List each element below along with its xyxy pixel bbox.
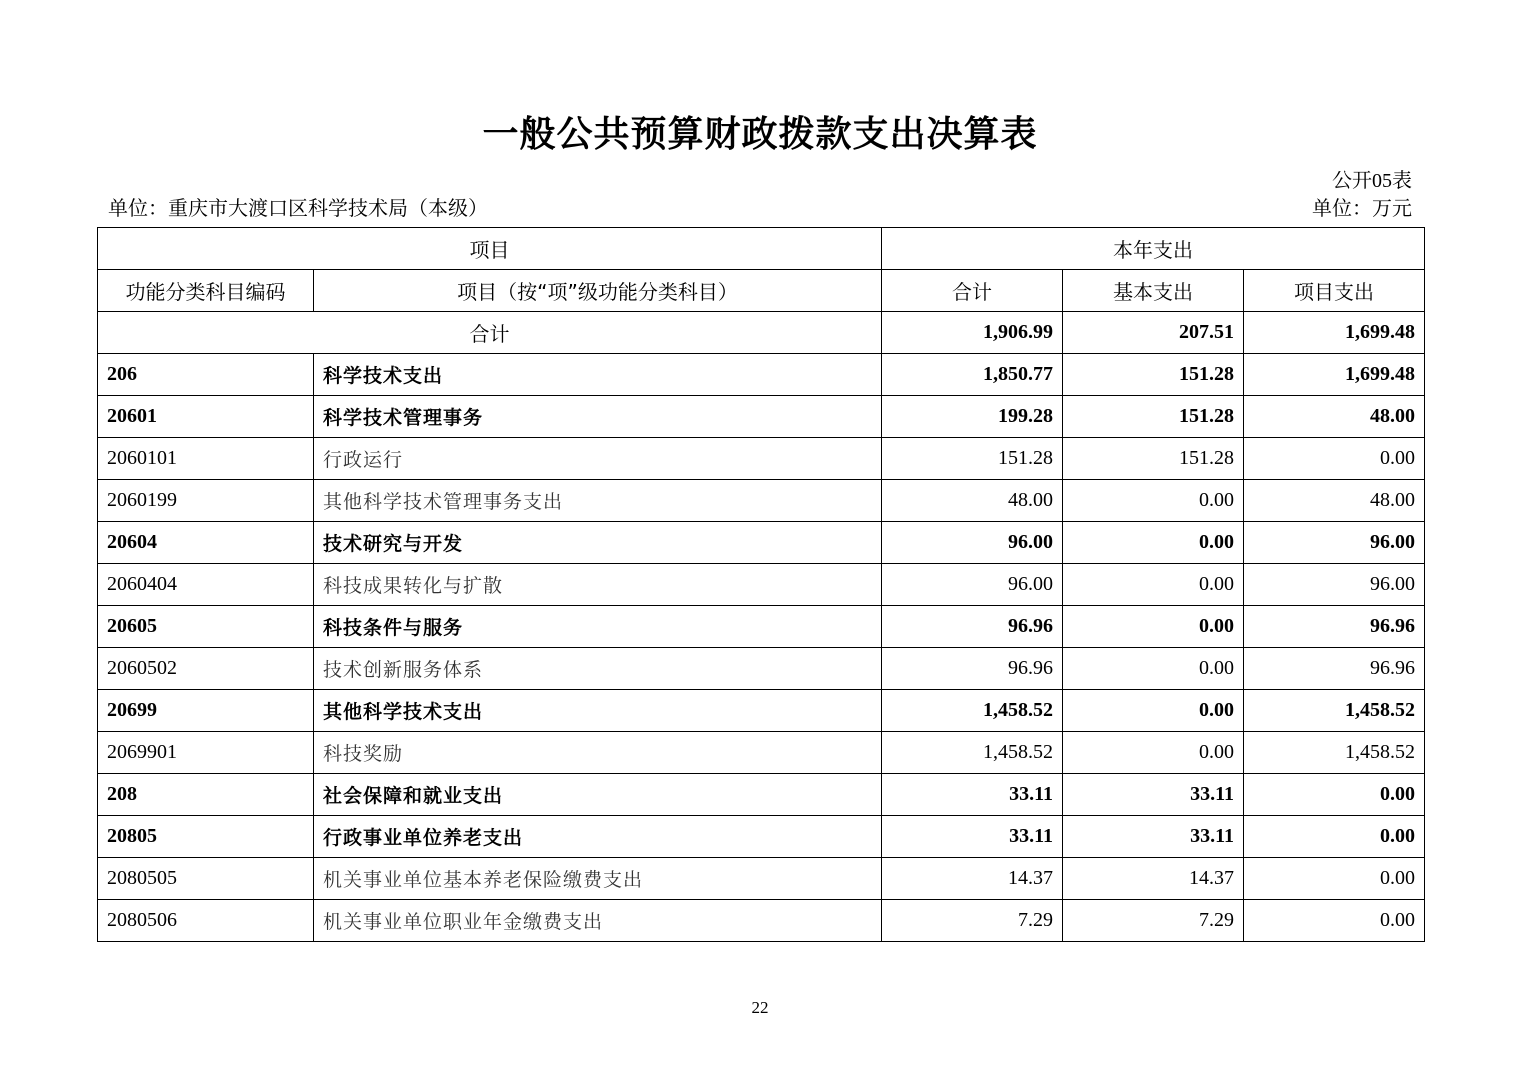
row-code: 206	[98, 354, 314, 396]
row-total: 96.00	[882, 564, 1063, 606]
row-total: 96.96	[882, 648, 1063, 690]
total-project: 1,699.48	[1244, 312, 1425, 354]
table-row	[98, 900, 1425, 942]
header-expense-group: 本年支出	[882, 228, 1425, 270]
row-code: 2060502	[98, 648, 314, 690]
row-basic: 0.00	[1063, 648, 1244, 690]
table-row	[98, 774, 1425, 816]
table-row	[98, 648, 1425, 690]
row-total: 1,458.52	[882, 732, 1063, 774]
row-name: 其他科学技术支出	[314, 690, 882, 732]
table-row	[98, 690, 1425, 732]
table-row	[98, 354, 1425, 396]
row-code: 20605	[98, 606, 314, 648]
row-total: 7.29	[882, 900, 1063, 942]
row-name: 行政事业单位养老支出	[314, 816, 882, 858]
table-row	[98, 564, 1425, 606]
table-row	[98, 480, 1425, 522]
row-total: 14.37	[882, 858, 1063, 900]
header-row-group	[98, 228, 1425, 270]
total-total: 1,906.99	[882, 312, 1063, 354]
row-basic: 33.11	[1063, 774, 1244, 816]
row-name: 科技成果转化与扩散	[314, 564, 882, 606]
header-item-group: 项目	[98, 228, 882, 270]
row-project: 48.00	[1244, 480, 1425, 522]
row-project: 96.00	[1244, 564, 1425, 606]
row-project: 96.00	[1244, 522, 1425, 564]
row-code: 2060101	[98, 438, 314, 480]
row-total: 96.00	[882, 522, 1063, 564]
row-code: 20699	[98, 690, 314, 732]
header-row-columns	[98, 270, 1425, 312]
row-basic: 0.00	[1063, 690, 1244, 732]
table-row	[98, 858, 1425, 900]
row-project: 0.00	[1244, 438, 1425, 480]
row-basic: 33.11	[1063, 816, 1244, 858]
row-code: 2080505	[98, 858, 314, 900]
row-name: 科技奖励	[314, 732, 882, 774]
total-row	[98, 312, 1425, 354]
table-row	[98, 732, 1425, 774]
row-code: 2080506	[98, 900, 314, 942]
row-project: 96.96	[1244, 648, 1425, 690]
row-project: 1,699.48	[1244, 354, 1425, 396]
document-title: 一般公共预算财政拨款支出决算表	[482, 114, 1038, 155]
row-total: 48.00	[882, 480, 1063, 522]
header-basic: 基本支出	[1063, 270, 1244, 312]
row-code: 20601	[98, 396, 314, 438]
table-code: 公开05表	[1332, 170, 1412, 192]
row-name: 科技条件与服务	[314, 606, 882, 648]
row-name: 其他科学技术管理事务支出	[314, 480, 882, 522]
row-code: 2060404	[98, 564, 314, 606]
row-basic: 7.29	[1063, 900, 1244, 942]
row-basic: 151.28	[1063, 438, 1244, 480]
row-total: 96.96	[882, 606, 1063, 648]
table-body	[98, 312, 1425, 942]
row-total: 1,458.52	[882, 690, 1063, 732]
header-project: 项目支出	[1244, 270, 1425, 312]
header-code: 功能分类科目编码	[98, 270, 314, 312]
row-basic: 14.37	[1063, 858, 1244, 900]
row-project: 0.00	[1244, 774, 1425, 816]
row-basic: 0.00	[1063, 564, 1244, 606]
total-basic: 207.51	[1063, 312, 1244, 354]
row-basic: 0.00	[1063, 732, 1244, 774]
row-name: 科学技术管理事务	[314, 396, 882, 438]
table-row	[98, 522, 1425, 564]
table-row	[98, 816, 1425, 858]
row-project: 0.00	[1244, 900, 1425, 942]
page-number: 22	[751, 998, 769, 1017]
row-name: 社会保障和就业支出	[314, 774, 882, 816]
row-name: 技术创新服务体系	[314, 648, 882, 690]
header-total: 合计	[882, 270, 1063, 312]
row-code: 2069901	[98, 732, 314, 774]
table-row	[98, 438, 1425, 480]
row-basic: 0.00	[1063, 522, 1244, 564]
row-name: 机关事业单位基本养老保险缴费支出	[314, 858, 882, 900]
table-row	[98, 396, 1425, 438]
row-name: 行政运行	[314, 438, 882, 480]
row-project: 0.00	[1244, 858, 1425, 900]
header-name: 项目（按“项”级功能分类科目）	[314, 270, 882, 312]
row-project: 0.00	[1244, 816, 1425, 858]
row-name: 技术研究与开发	[314, 522, 882, 564]
row-code: 20604	[98, 522, 314, 564]
row-total: 151.28	[882, 438, 1063, 480]
row-total: 33.11	[882, 816, 1063, 858]
currency-unit: 单位：万元	[1312, 198, 1412, 220]
table-row	[98, 606, 1425, 648]
row-name: 科学技术支出	[314, 354, 882, 396]
row-project: 1,458.52	[1244, 690, 1425, 732]
row-project: 96.96	[1244, 606, 1425, 648]
row-basic: 151.28	[1063, 354, 1244, 396]
organization-unit: 单位：重庆市大渡口区科学技术局（本级）	[108, 198, 488, 220]
row-code: 2060199	[98, 480, 314, 522]
row-basic: 0.00	[1063, 480, 1244, 522]
row-name: 机关事业单位职业年金缴费支出	[314, 900, 882, 942]
row-total: 1,850.77	[882, 354, 1063, 396]
budget-table	[97, 227, 1425, 942]
row-project: 48.00	[1244, 396, 1425, 438]
row-code: 208	[98, 774, 314, 816]
row-total: 199.28	[882, 396, 1063, 438]
row-basic: 0.00	[1063, 606, 1244, 648]
row-project: 1,458.52	[1244, 732, 1425, 774]
row-code: 20805	[98, 816, 314, 858]
total-label: 合计	[98, 312, 882, 354]
row-basic: 151.28	[1063, 396, 1244, 438]
row-total: 33.11	[882, 774, 1063, 816]
